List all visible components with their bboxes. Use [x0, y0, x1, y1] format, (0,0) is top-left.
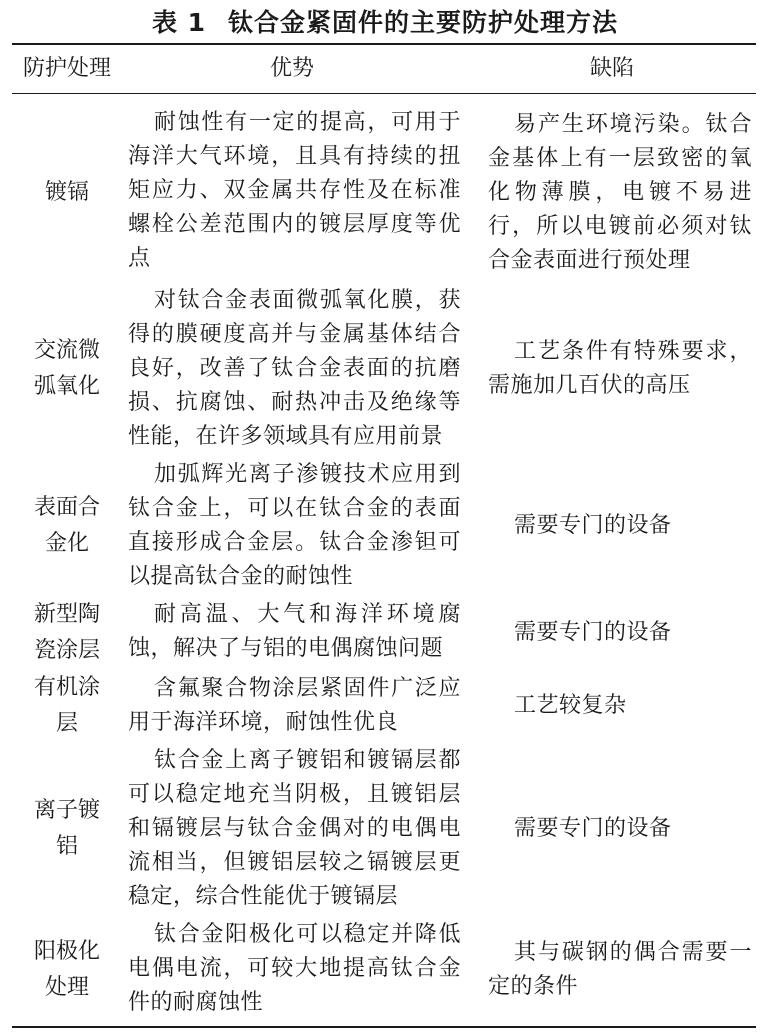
table-title: 钛合金紧固件的主要防护处理方法 — [228, 8, 619, 37]
row-defects — [488, 106, 752, 280]
row-defects — [488, 672, 752, 740]
row-defects — [488, 598, 752, 668]
table-caption — [0, 6, 770, 40]
row-method — [12, 598, 122, 668]
table-row — [12, 744, 756, 914]
row-method-text: 离子镀铝 — [33, 798, 100, 859]
row-method-text: 有机涂层 — [33, 675, 100, 736]
row-defects — [488, 458, 752, 594]
row-defects-text: 工艺较复杂 — [514, 693, 627, 718]
row-method-text: 阳极化处理 — [33, 939, 100, 1000]
row-defects-text: 工艺条件有特殊要求，需施加几百伏的高压 — [488, 339, 752, 398]
table-row — [12, 284, 756, 454]
row-method — [12, 672, 122, 740]
bottom-rule — [12, 1026, 756, 1028]
row-method — [12, 918, 122, 1022]
row-defects-text: 其与碳钢的偶合需要一定的条件 — [488, 940, 752, 999]
table-number: 表 1 — [151, 8, 207, 37]
table-row — [12, 106, 756, 280]
header-rule — [12, 93, 756, 94]
row-defects-text: 易产生环境污染。钛合金基体上有一层致密的氧化物薄膜，电镀不易进行，所以电镀前必须对钛合金表面进行预处理 — [488, 112, 752, 273]
row-defects — [488, 918, 752, 1022]
row-advantages: 含氟聚合物涂层紧固件广泛应用于海洋环境，耐蚀性优良 — [128, 676, 461, 735]
row-advantages: 钛合金上离子镀铝和镀镉层都可以稳定地充当阴极，且镀铝层和镉镀层与钛合金偶对的电偶电流相当，但镀铝层较之镉镀层更稳定，综合性能优于镀镉层 — [128, 748, 461, 909]
row-advantages: 钛合金阳极化可以稳定并降低电偶电流，可较大地提高钛合金件的耐腐蚀性 — [128, 922, 461, 1015]
row-method-text: 新型陶瓷涂层 — [33, 602, 100, 663]
row-advantages: 耐高温、大气和海洋环境腐蚀，解决了与铝的电偶腐蚀问题 — [128, 602, 461, 661]
top-rule — [12, 43, 756, 45]
table-row — [12, 672, 756, 740]
row-method — [12, 284, 122, 454]
row-defects-text: 需要专门的设备 — [514, 816, 672, 841]
row-advantages: 耐蚀性有一定的提高，可用于海洋大气环境，且具有持续的扭矩应力、双金属共存性及在标准螺栓公差范围内的镀层厚度等优点 — [128, 110, 461, 271]
row-defects-text: 需要专门的设备 — [514, 620, 672, 645]
row-defects-text: 需要专门的设备 — [514, 513, 672, 538]
row-method — [12, 744, 122, 914]
header-method: 防护处理 — [22, 56, 111, 81]
header-defects: 缺陷 — [589, 56, 634, 81]
row-defects — [488, 744, 752, 914]
table-row — [12, 458, 756, 594]
row-method-text: 表面合金化 — [33, 495, 100, 556]
row-method — [12, 458, 122, 594]
row-method-text: 交流微弧氧化 — [33, 338, 100, 399]
table-row — [12, 918, 756, 1022]
row-advantages: 加弧辉光离子渗镀技术应用到钛合金上，可以在钛合金的表面直接形成合金层。钛合金渗钽可以提高钛合金的耐蚀性 — [128, 462, 461, 589]
header-advantages: 优势 — [269, 56, 314, 81]
row-method — [12, 106, 122, 280]
row-advantages: 对钛合金表面微弧氧化膜，获得的膜硬度高并与金属基体结合良好，改善了钛合金表面的抗磨损、抗腐蚀、耐热冲击及绝缘等性能，在许多领域具有应用前景 — [128, 288, 461, 449]
table-row — [12, 598, 756, 668]
row-defects — [488, 284, 752, 454]
row-method-text: 镀镉 — [44, 180, 89, 205]
